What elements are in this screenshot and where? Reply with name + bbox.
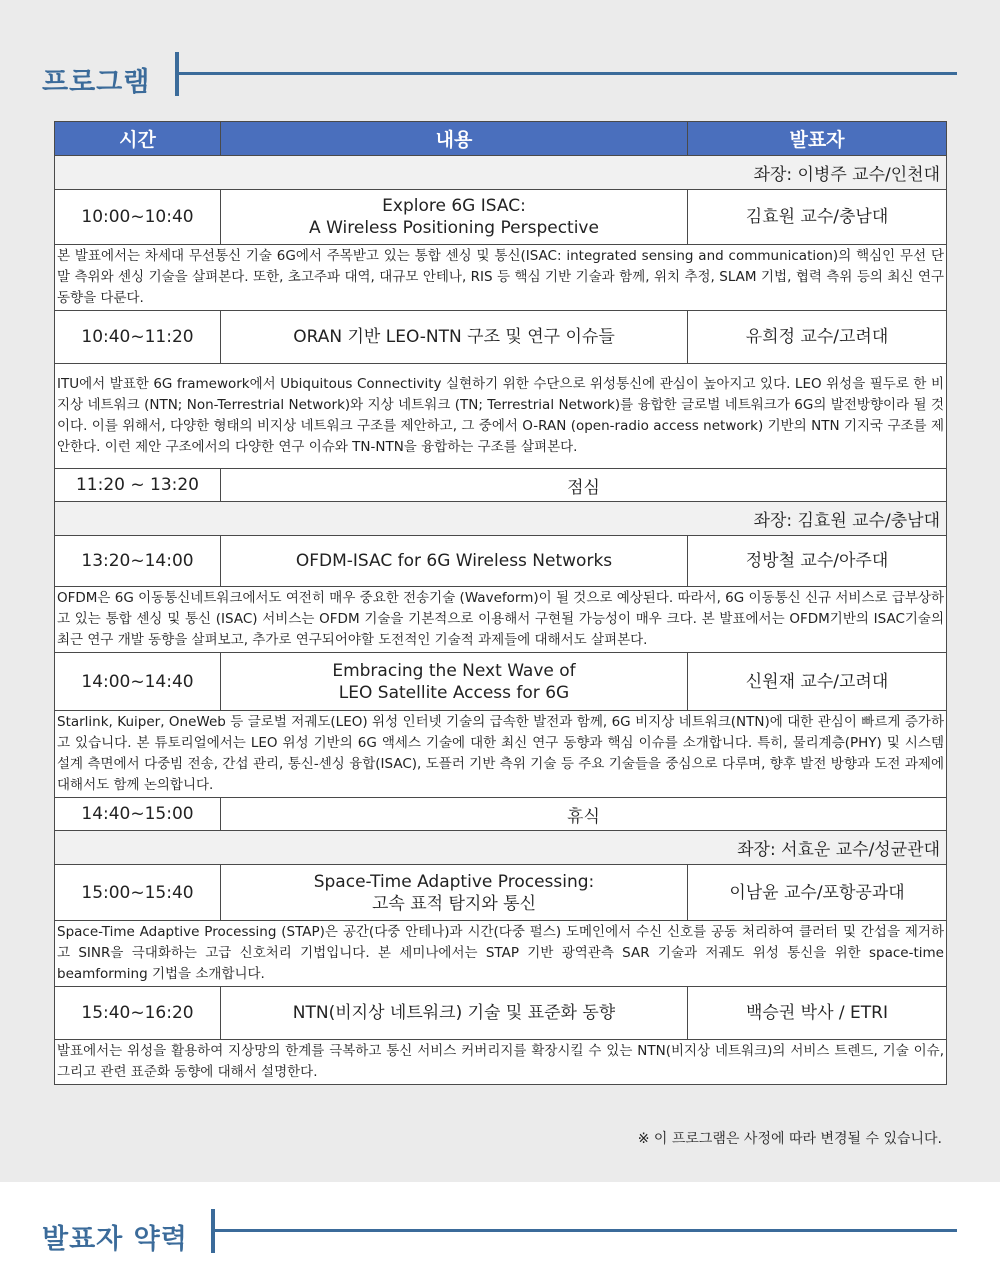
table-header-row (55, 122, 947, 156)
talk-title-line: OFDM-ISAC for 6G Wireless Networks (295, 551, 613, 571)
change-notice: ※ 이 프로그램은 사정에 따라 변경될 수 있습니다. (637, 1131, 942, 1147)
talk-title-line: A Wireless Positioning Perspective (309, 218, 599, 238)
talk-speaker: 정방철 교수/아주대 (688, 536, 947, 587)
talk-row (55, 653, 947, 711)
talk-time: 15:00~15:40 (55, 865, 221, 921)
talk-title (221, 653, 688, 711)
talk-title-line: Embracing the Next Wave of (332, 660, 576, 681)
chair-row (55, 156, 947, 190)
talk-title (221, 987, 688, 1040)
talk-title-line: NTN(비지상 네트워크) 기술 및 표준화 동향 (292, 1003, 616, 1023)
talk-title-line: Space-Time Adaptive Processing: (313, 871, 595, 892)
program-section-header (0, 52, 1000, 112)
talk-title-line: LEO Satellite Access for 6G (338, 682, 570, 703)
chair-row (55, 502, 947, 536)
break-row (55, 798, 947, 831)
talk-title (221, 536, 688, 587)
talk-title (221, 311, 688, 364)
talk-time: 10:40~11:20 (55, 311, 221, 364)
break-label: 점심 (221, 469, 947, 502)
talk-row (55, 987, 947, 1040)
talk-abstract: ITU에서 발표한 6G framework에서 Ubiquitous Connectivity 실현하기 위한 수단으로 위성통신에 관심이 높아지고 있다. LEO 위성을 필두로 한 비지상 네트워크 (NTN; Non-Terrestrial Network)와 지상 네트워크 (TN; Terrestrial Network)를 융합한 글로벌 네트워크가 6G의 발전방향이라 될 것이다. 이를 위해서, 다양한 형태의 비지상 네트워크 구조를 제안하고, 그 중에서 O-RAN (open-radio access network) 기반의 NTN 기지국 구조를 제안한다. 이런 제안 구조에서의 다양한 연구 이슈와 TN-NTN을 융합하는 구조를 살펴본다. (55, 364, 947, 469)
talk-title (221, 865, 688, 921)
header-content: 내용 (221, 122, 688, 156)
talk-time: 14:00~14:40 (55, 653, 221, 711)
program-table (54, 121, 947, 1085)
talk-row (55, 190, 947, 245)
talk-time: 13:20~14:00 (55, 536, 221, 587)
session-chair: 좌장: 이병주 교수/인천대 (55, 156, 947, 190)
talk-speaker: 김효원 교수/충남대 (688, 190, 947, 245)
talk-row (55, 865, 947, 921)
program-section-title: 프로그램 (42, 67, 151, 98)
header-time: 시간 (55, 122, 221, 156)
talk-title-line: Explore 6G ISAC: (382, 196, 526, 216)
talk-speaker: 백승권 박사 / ETRI (688, 987, 947, 1040)
break-row (55, 469, 947, 502)
abstract-row (55, 711, 947, 798)
chair-row (55, 831, 947, 865)
talk-abstract: Starlink, Kuiper, OneWeb 등 글로벌 저궤도(LEO) 위성 인터넷 기술의 급속한 발전과 함께, 6G 비지상 네트워크(NTN)에 대한 관심이 빠르게 증가하고 있습니다. 본 튜토리얼에서는 LEO 위성 기반의 6G 액세스 기술에 대한 최신 연구 동향과 핵심 이슈를 소개합니다. 특히, 물리계층(PHY) 및 시스템 설계 측면에서 다중빔 전송, 간섭 관리, 통신-센싱 융합(ISAC), 도플러 기반 측위 기술 등 주요 기술들을 중심으로 다루며, 향후 발전 방향과 도전 과제에 대해서도 함께 논의합니다. (55, 711, 947, 798)
talk-title-line: ORAN 기반 LEO-NTN 구조 및 연구 이슈들 (293, 327, 615, 347)
talk-row (55, 536, 947, 587)
talk-abstract: OFDM은 6G 이동통신네트워크에서도 여전히 매우 중요한 전송기술 (Waveform)이 될 것으로 예상된다. 따라서, 6G 이동통신 신규 서비스로 급부상하고 있는 통합 센싱 및 통신 (ISAC) 서비스는 OFDM 기술을 기본적으로 이용해서 구현될 가능성이 매우 크다. 본 발표에서는 OFDM기반의 ISAC기술의 최근 연구 개발 동향을 살펴보고, 추가로 연구되어야할 도전적인 기술적 과제들에 대해서도 살펴본다. (55, 587, 947, 653)
talk-abstract: Space-Time Adaptive Processing (STAP)은 공간(다중 안테나)과 시간(다중 펄스) 도메인에서 수신 신호를 공동 처리하여 클러터 및 간섭을 제거하고 SINR을 극대화하는 고급 신호처리 기법입니다. 본 세미나에서는 STAP 기반 광역관측 SAR 기술과 저궤도 위성 통신을 위한 space-time beamforming 기법을 소개합니다. (55, 921, 947, 987)
abstract-row (55, 587, 947, 653)
talk-row (55, 311, 947, 364)
section-divider-line (179, 72, 957, 75)
talk-title-line: 고속 표적 탐지와 통신 (371, 893, 536, 914)
abstract-row (55, 1040, 947, 1085)
break-time: 11:20 ~ 13:20 (55, 469, 221, 502)
talk-time: 10:00~10:40 (55, 190, 221, 245)
break-label: 휴식 (221, 798, 947, 831)
break-time: 14:40~15:00 (55, 798, 221, 831)
talk-speaker: 유희정 교수/고려대 (688, 311, 947, 364)
talk-abstract: 발표에서는 위성을 활용하여 지상망의 한계를 극복하고 통신 서비스 커버리지를 확장시킬 수 있는 NTN(비지상 네트워크)의 서비스 트렌드, 기술 이슈, 그리고 관련 표준화 동향에 대해서 설명한다. (55, 1040, 947, 1085)
abstract-row (55, 921, 947, 987)
header-speaker: 발표자 (688, 122, 947, 156)
speaker-bio-section-header (0, 1209, 1000, 1269)
talk-abstract: 본 발표에서는 차세대 무선통신 기술 6G에서 주목받고 있는 통합 센싱 및 통신(ISAC: integrated sensing and communication)의 핵심인 무선 단말 측위와 센싱 기술을 살펴본다. 또한, 초고주파 대역, 대규모 안테나, RIS 등 핵심 기반 기술과 함께, 위치 추정, SLAM 기법, 협력 측위 등의 최신 연구 동향을 다룬다. (55, 245, 947, 311)
session-chair: 좌장: 서효운 교수/성균관대 (55, 831, 947, 865)
abstract-row (55, 245, 947, 311)
talk-title (221, 190, 688, 245)
abstract-row (55, 364, 947, 469)
talk-time: 15:40~16:20 (55, 987, 221, 1040)
section-divider-line (215, 1229, 957, 1232)
session-chair: 좌장: 김효원 교수/충남대 (55, 502, 947, 536)
talk-speaker: 신원재 교수/고려대 (688, 653, 947, 711)
speaker-bio-section-title: 발표자 약력 (42, 1224, 188, 1255)
talk-speaker: 이남윤 교수/포항공과대 (688, 865, 947, 921)
